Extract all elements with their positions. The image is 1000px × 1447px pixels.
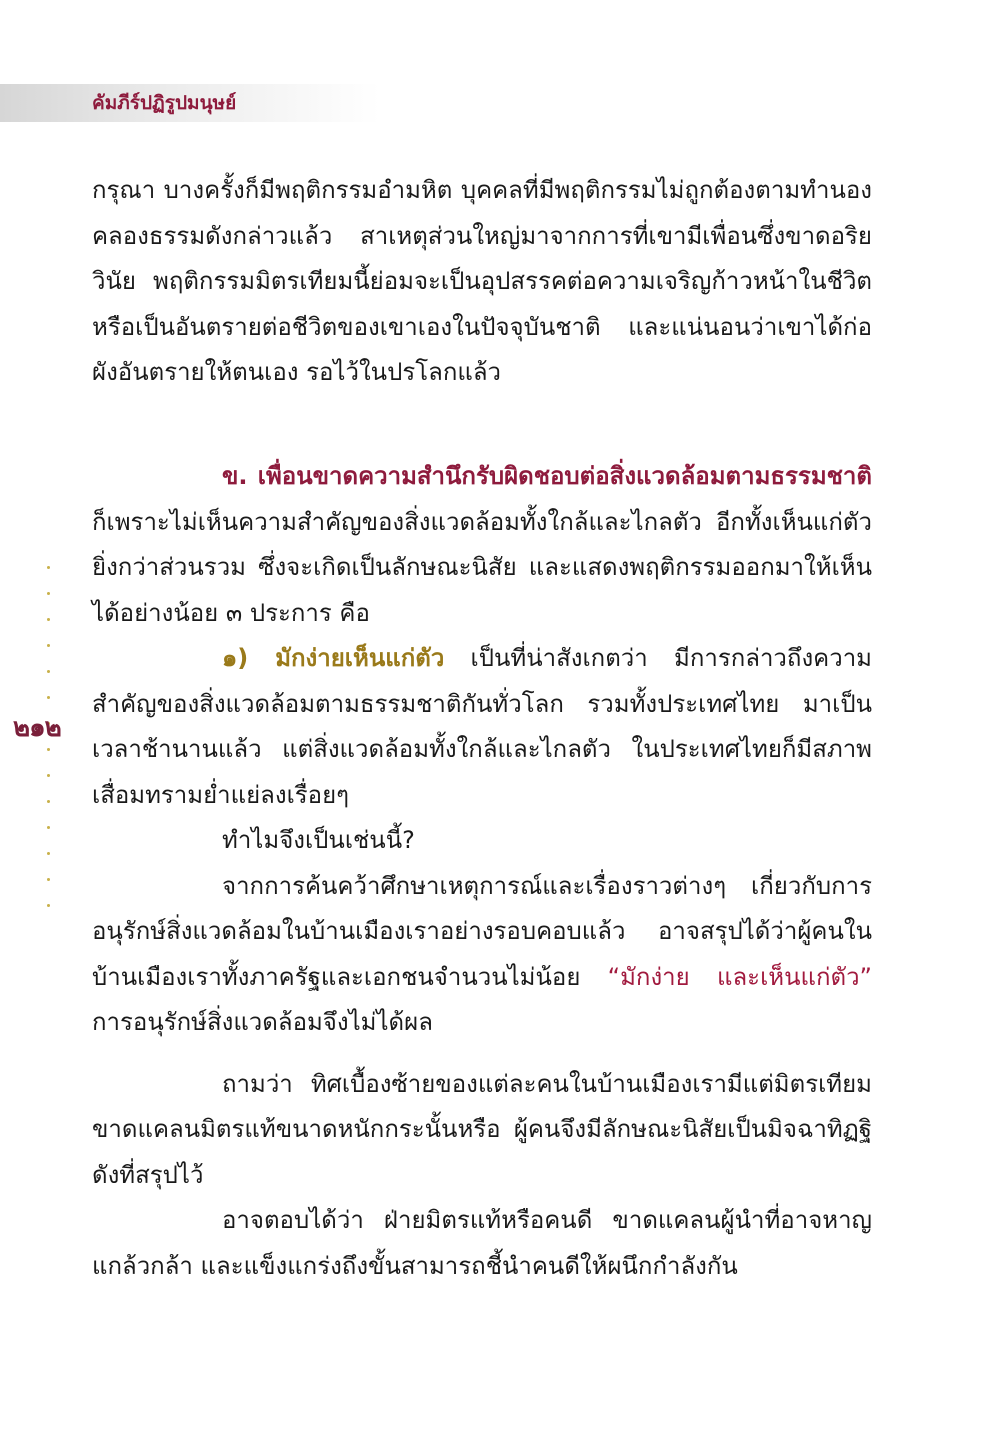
margin-dots	[47, 566, 53, 930]
paragraph-text: กรุณา บางครั้งก็มีพฤติกรรมอำมหิต บุคคลที่มีพฤติกรรมไม่ถูกต้องตามทำนองคลองธรรมดังกล่าวแล้ว สาเหตุส่วนใหญ่มาจากการที่เขามีเพื่อนซึ่งขาดอริยวินัย พฤติกรรมมิตรเทียมนี้ย่อมจะเป็นอุปสรรคต่อความเจริญก้าวหน้าในชีวิตหรือเป็นอันตรายต่อชีวิตของเขาเองในปัจจุบันชาติ และแน่นอนว่าเขาได้ก่อผังอันตรายให้ตนเอง รอไว้ในปรโลกแล้ว	[92, 176, 872, 386]
research-text-after: การอนุรักษ์สิ่งแวดล้อมจึงไม่ได้ผล	[92, 1008, 433, 1036]
section-heading-rest: ก็เพราะไม่เห็นความสำคัญของสิ่งแวดล้อมทั้งใกล้และไกลตัว อีกทั้งเห็นแก่ตัวยิ่งกว่าส่วนรวม ซึ่งจะเกิดเป็นลักษณะนิสัย และแสดงพฤติกรรมออกมาให้เห็นได้อย่างน้อย ๓ ประการ คือ	[92, 507, 872, 627]
item-1-text: เป็นที่น่าสังเกตว่า มีการกล่าวถึงความสำคัญของสิ่งแวดล้อมตามธรรมชาติกันทั่วโลก รวมทั้งประเทศไทย มาเป็นเวลาช้านานแล้ว แต่สิ่งแวดล้อมทั้งใกล้และไกลตัว ในประเทศไทยก็มีสภาพเสื่อมทรามย่ำแย่ลงเรื่อยๆ	[92, 644, 872, 809]
research-text: จากการค้นคว้าศึกษาเหตุการณ์และเรื่องราวต่างๆ เกี่ยวกับการอนุรักษ์สิ่งแวดล้อมในบ้านเมืองเราอย่างรอบคอบแล้ว อาจสรุปได้ว่าผู้คนในบ้านเมืองเราทั้งภาครัฐและเอกชนจำนวนไม่น้อย	[92, 871, 872, 991]
research-paragraph	[92, 864, 872, 1046]
research-quote: “มักง่าย และเห็นแก่ตัว”	[607, 962, 872, 991]
question-paragraph: ทำไมจึงเป็นเช่นนี้?	[222, 826, 415, 854]
running-title: คัมภีร์ปฏิรูปมนุษย์	[92, 92, 237, 114]
section-paragraph	[92, 454, 872, 636]
ask-paragraph: ถามว่า ทิศเบื้องซ้ายของแต่ละคนในบ้านเมืองเรามีแต่มิตรเทียม ขาดแคลนมิตรแท้ขนาดหนักกระนั้นหรือ ผู้คนจึงมีลักษณะนิสัยเป็นมิจฉาทิฏฐิดังที่สรุปไว้	[92, 1069, 872, 1189]
answer-paragraph: อาจตอบได้ว่า ฝ่ายมิตรแท้หรือคนดี ขาดแคลนผู้นำที่อาจหาญแกล้วกล้า และแข็งแกร่งถึงขั้นสามารถชี้นำคนดีให้ผนึกกำลังกัน	[92, 1206, 872, 1280]
item-1-paragraph	[92, 636, 872, 818]
body-paragraph-1	[92, 168, 872, 396]
item-1-label: ๑) มักง่ายเห็นแก่ตัว	[222, 644, 445, 672]
page-number: ๒๑๒	[13, 713, 61, 743]
section-heading: ข. เพื่อนขาดความสำนึกรับผิดชอบต่อสิ่งแวดล้อมตามธรรมชาติ	[222, 462, 872, 490]
body-section	[92, 454, 872, 1289]
